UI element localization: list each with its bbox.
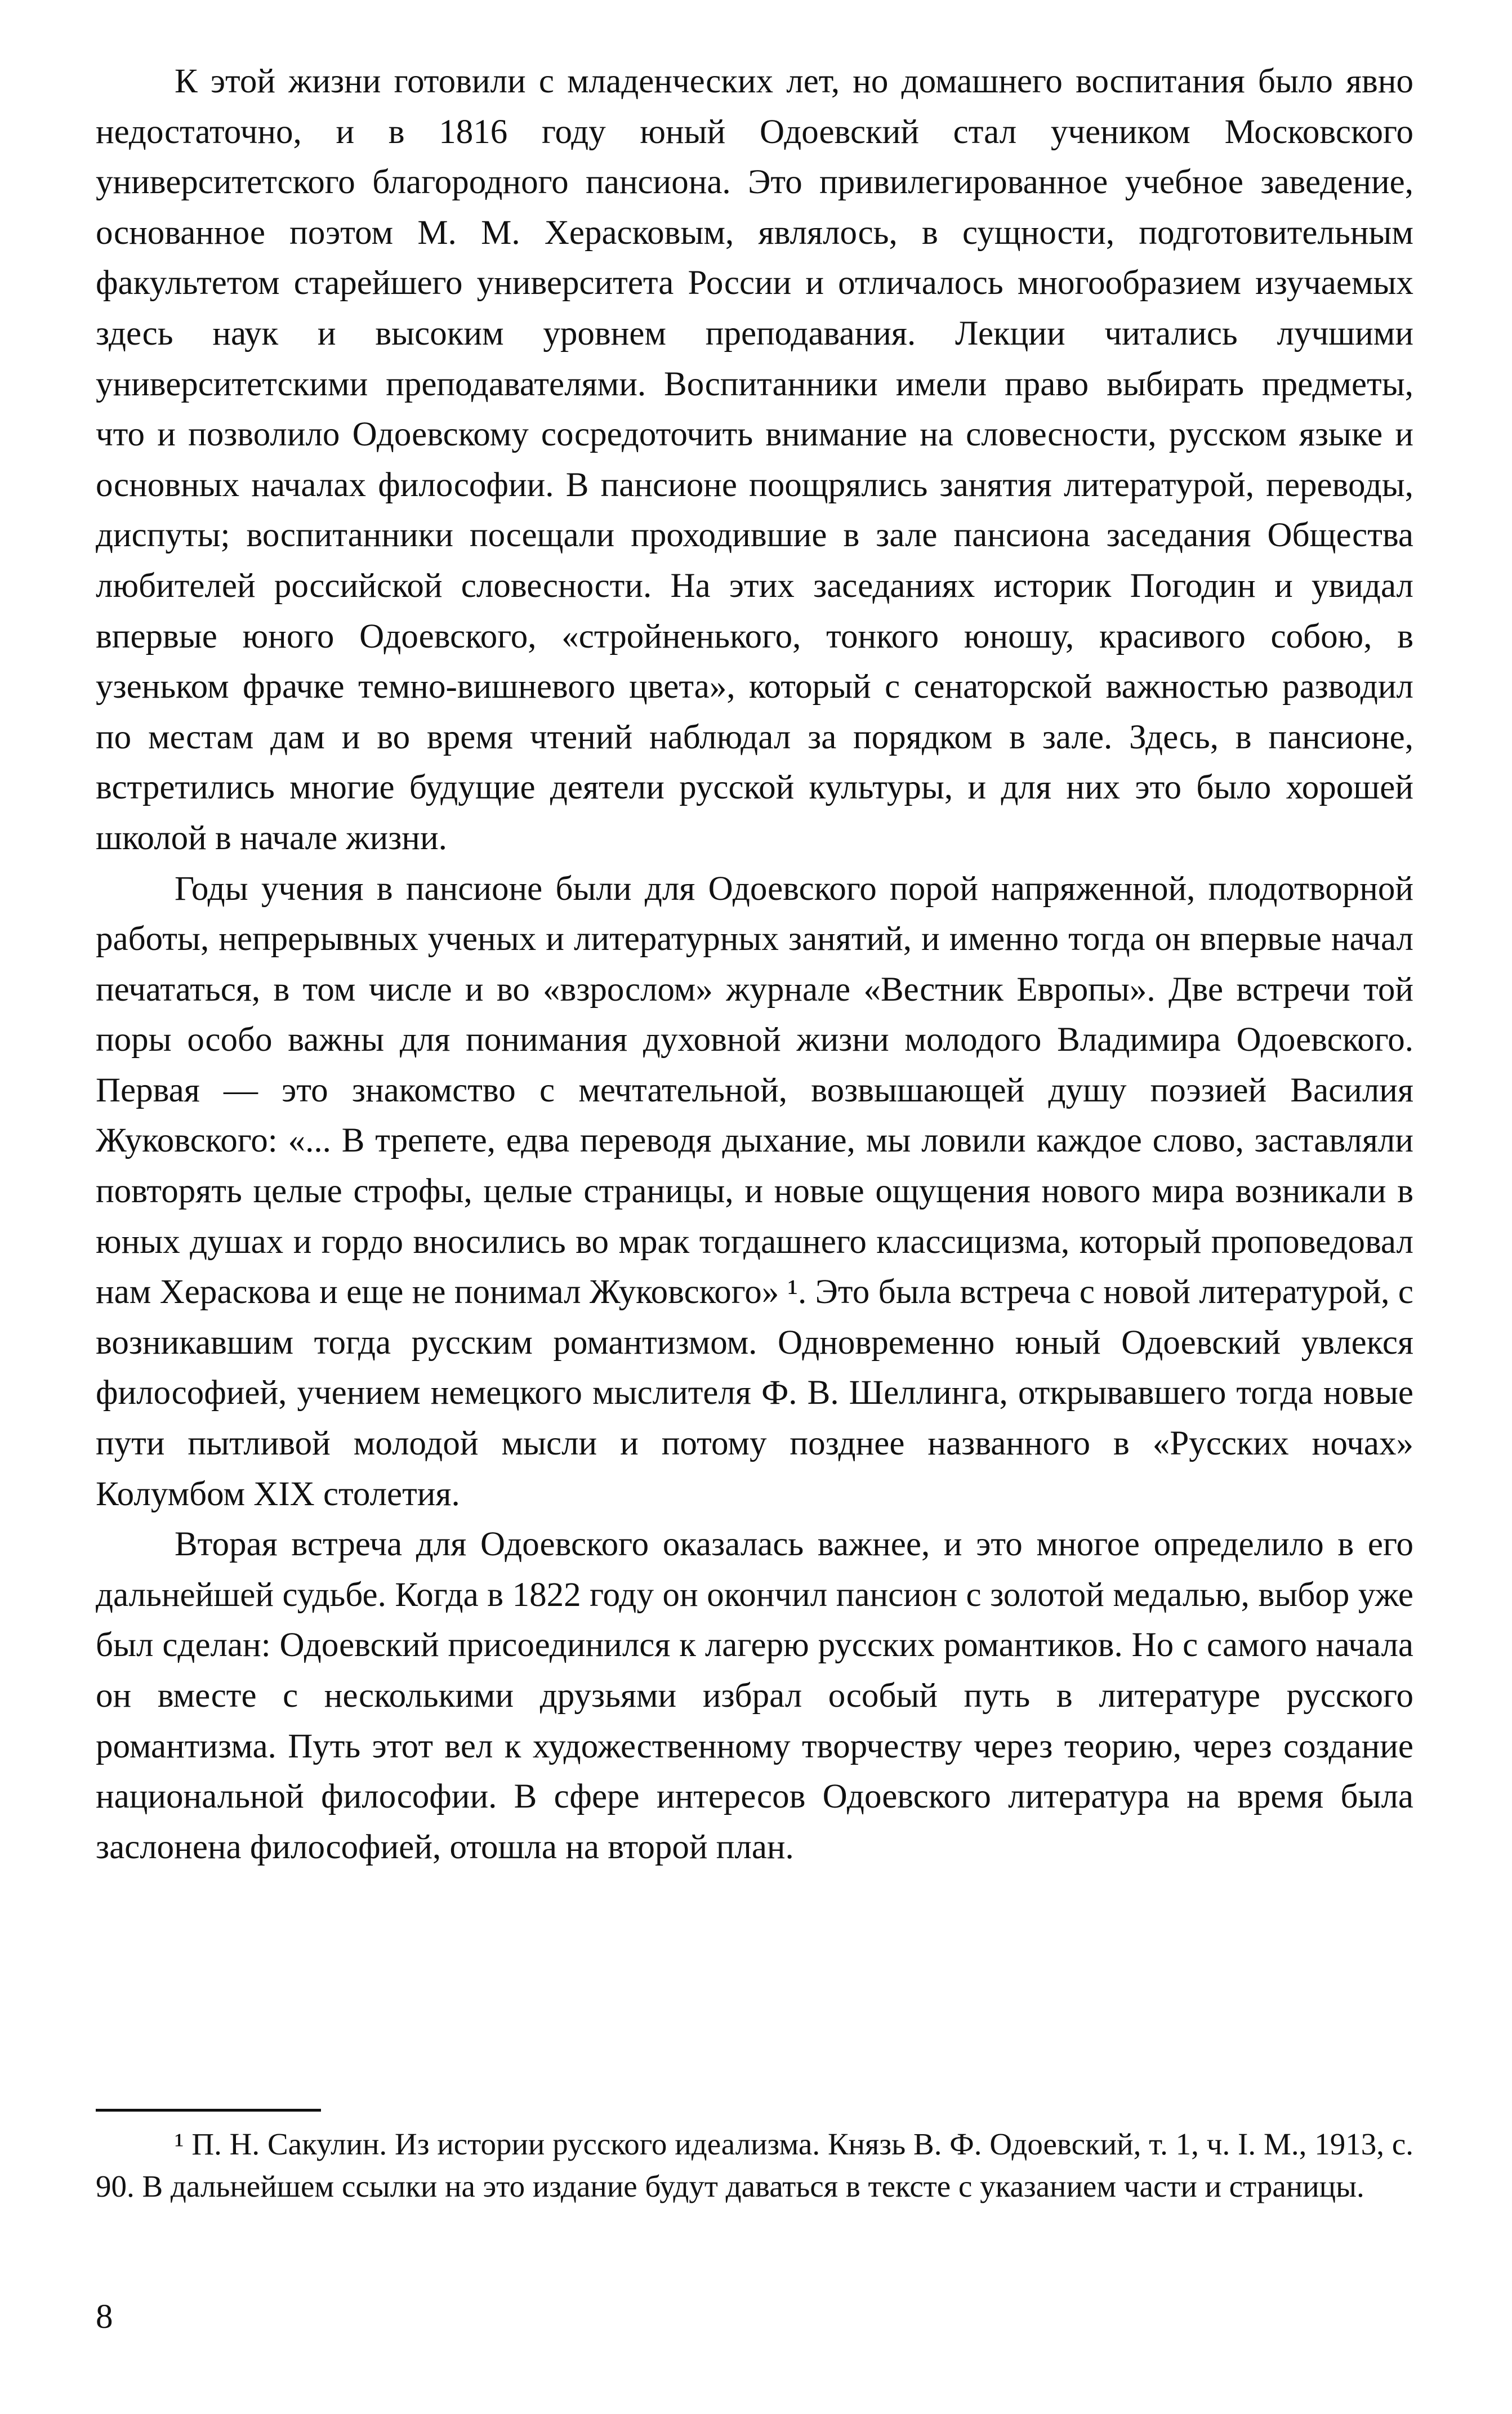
paragraph-1: К этой жизни готовили с младенческих лет, но домашнего воспитания было явно недостаточно, и в 1816 году юный Одоевский стал учеником Московского университетского благородного пансиона. Это привилегированное учебное заведение, основанное поэтом М. М. Херасковым, являлось, в сущности, подготовительным факультетом старейшего университета России и отличалось многообразием изучаемых здесь наук и высоким уровнем преподавания. Лекции читались лучшими университетскими преподавателями. Воспитанники имели право выбирать предметы, что и позволило Одоевскому сосредоточить внимание на словесности, русском языке и основных началах философии. В пансионе поощрялись занятия литературой, переводы, диспуты; воспитанники посещали проходившие в зале пансиона заседания Общества любителей российской словесности. На этих заседаниях историк Погодин и увидал впервые юного Одоевского, «стройненького, тонкого юношу, красивого собою, в узеньком фрачке темно-вишневого цвета», который с сенаторской важностью разводил по местам дам и во время чтений наблюдал за порядком в зале. Здесь, в пансионе, встретились многие будущие деятели русской культуры, и для них это было хорошей школой в начале жизни. <box>96 63 1413 857</box>
footnote-divider <box>96 2109 321 2112</box>
main-text <box>96 56 1413 1872</box>
footnote: ¹ П. Н. Сакулин. Из истории русского идеализма. Князь В. Ф. Одоевский, т. 1, ч. I. М., 1913, с. 90. В дальнейшем ссылки на это издание будут даваться в тексте с указанием части и страницы. <box>96 2127 1413 2203</box>
paragraph-2: Годы учения в пансионе были для Одоевского порой напряженной, плодотворной работы, непрерывных ученых и литературных занятий, и именно тогда он впервые начал печататься, в том числе и во «взрослом» журнале «Вестник Европы». Две встречи той поры особо важны для понимания духовной жизни молодого Владимира Одоевского. Первая — это знакомство с мечтательной, возвышающей душу поэзией Василия Жуковского: «... В трепете, едва переводя дыхание, мы ловили каждое слово, заставляли повторять целые строфы, целые страницы, и новые ощущения нового мира возникали в юных душах и гордо вносились во мрак тогдашнего классицизма, который проповедовал нам Хераскова и еще не понимал Жуковского» ¹. Это была встреча с новой литературой, с возникавшим тогда русским романтизмом. Одновременно юный Одоевский увлекся философией, учением немецкого мыслителя Ф. В. Шеллинга, открывавшего тогда новые пути пытливой молодой мысли и потому позднее названного в «Русских ночах» Колумбом XIX столетия. <box>96 869 1413 1513</box>
page-number: 8 <box>96 2298 113 2336</box>
paragraph-3: Вторая встреча для Одоевского оказалась важнее, и это многое определило в его дальнейшей судьбе. Когда в 1822 году он окончил пансион с золотой медалью, выбор уже был сделан: Одоевский присоединился к лагерю русских романтиков. Но с самого начала он вместе с несколькими друзьями избрал особый путь в литературе русского романтизма. Путь этот вел к художественному творчеству через теорию, через создание национальной философии. В сфере интересов Одоевского литература на время была заслонена философией, отошла на второй план. <box>96 1525 1413 1866</box>
